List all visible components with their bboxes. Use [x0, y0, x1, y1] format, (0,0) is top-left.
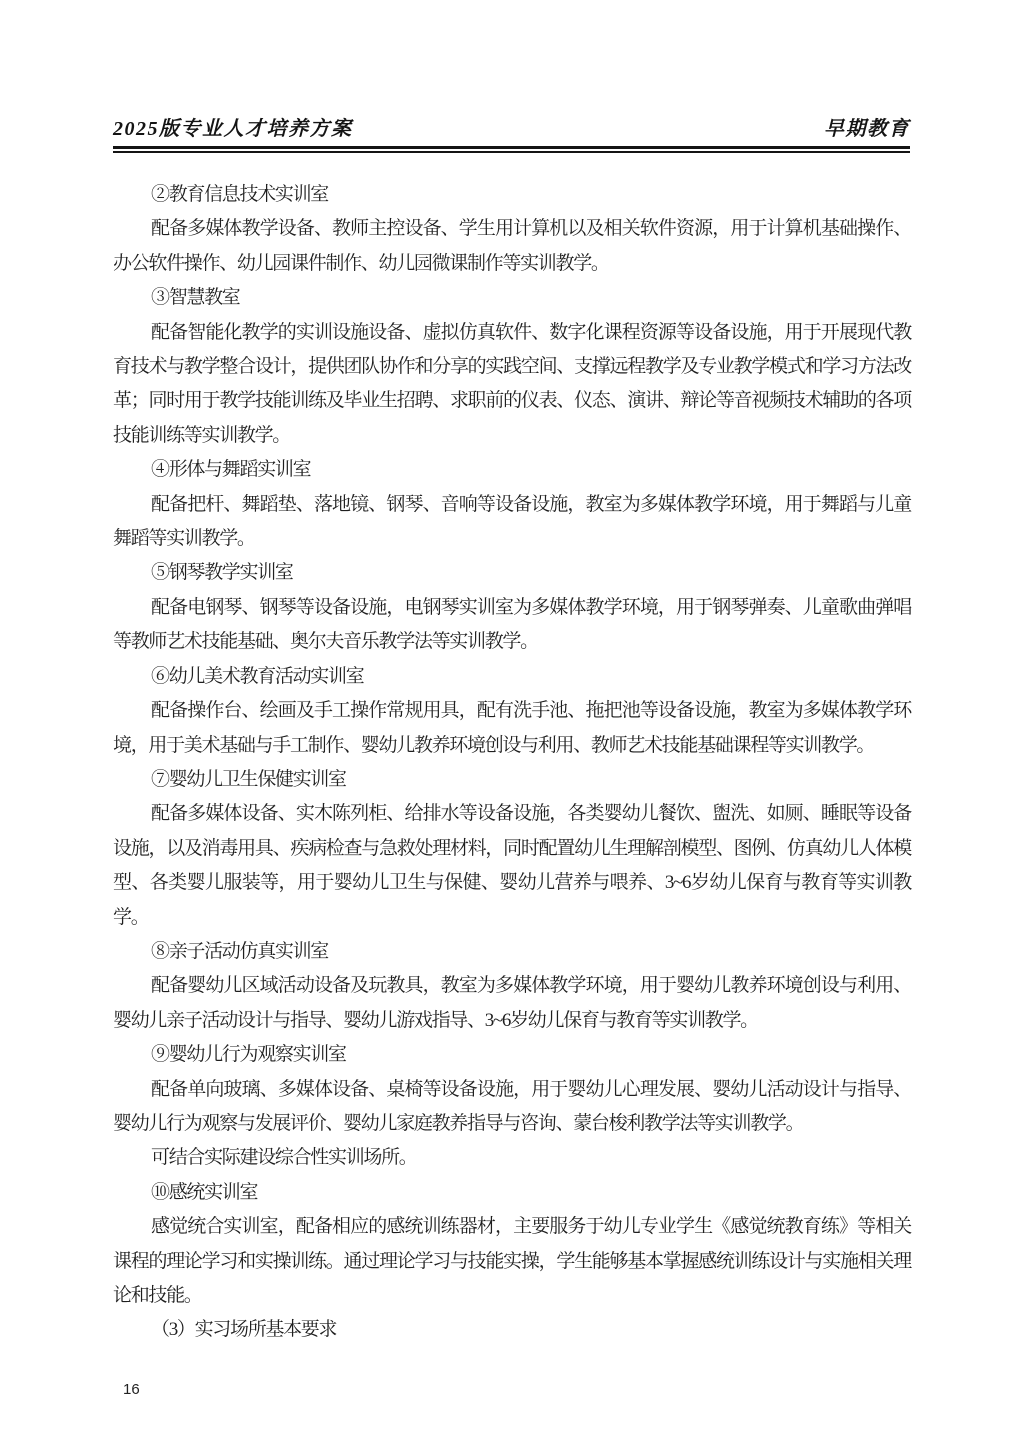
header-right-title: 早期教育 — [824, 118, 910, 140]
paragraph: 配备电钢琴、钢琴等设备设施，电钢琴实训室为多媒体教学环境，用于钢琴弹奏、儿童歌曲弹唱等教师艺术技能基础、奥尔夫音乐教学法等实训教学。 — [113, 596, 911, 653]
section-heading: ⑨婴幼儿行为观察实训室 — [151, 1044, 346, 1066]
paragraph: 配备多媒体教学设备、教师主控设备、学生用计算机以及相关软件资源，用于计算机基础操作、办公软件操作、幼儿园课件制作、幼儿园微课制作等实训教学。 — [113, 218, 911, 274]
section-heading: ②教育信息技术实训室 — [151, 184, 329, 205]
paragraph: 配备多媒体设备、实木陈列柜、给排水等设备设施，各类婴幼儿餐饮、盥洗、如厕、睡眠等设备设施，以及消毒用具、疾病检查与急救处理材料，同时配置幼儿生理解剖模型、图例、仿真幼儿人体模型、各类婴儿服装等，用于婴幼儿卫生与保健、婴幼儿营养与喂养、3~6岁幼儿保育与教育等实训教学。 — [113, 803, 911, 928]
header-rule — [113, 146, 910, 153]
paragraph: 感觉统合实训室，配备相应的感统训练器材，主要服务于幼儿专业学生《感觉统教育练》等相关课程的理论学习和实操训练。通过理论学习与技能实操，学生能够基本掌握感统训练设计与实施相关理论和技能。 — [113, 1216, 911, 1306]
page-number: 16 — [123, 1381, 140, 1398]
section-heading: ⑤钢琴教学实训室 — [151, 562, 293, 584]
paragraph: 配备单向玻璃、多媒体设备、桌椅等设备设施，用于婴幼儿心理发展、婴幼儿活动设计与指导、婴幼儿行为观察与发展评价、婴幼儿家庭教养指导与咨询、蒙台梭利教学法等实训教学。 — [113, 1078, 911, 1134]
document-body — [113, 178, 911, 1348]
paragraph: 配备把杆、舞蹈垫、落地镜、钢琴、音响等设备设施，教室为多媒体教学环境，用于舞蹈与儿童舞蹈等实训教学。 — [113, 493, 911, 550]
section-heading: ⑧亲子活动仿真实训室 — [151, 940, 329, 962]
section-heading: ⑦婴幼儿卫生保健实训室 — [151, 768, 346, 790]
page-footer — [123, 1381, 140, 1398]
paragraph: 配备智能化教学的实训设施设备、虚拟仿真软件、数字化课程资源等设备设施，用于开展现代教育技术与教学整合设计，提供团队协作和分享的实践空间、支撑远程教学及专业教学模式和学习方法改革；同时用于教学技能训练及毕业生招聘、求职前的仪表、仪态、演讲、辩论等音视频技术辅助的各项技能训练等实训教学。 — [113, 321, 911, 446]
paragraph: 可结合实际建设综合性实训场所。 — [151, 1147, 417, 1169]
section-heading: ③智慧教室 — [151, 287, 240, 309]
paragraph: 配备操作台、绘画及手工操作常规用具，配有洗手池、拖把池等设备设施，教室为多媒体教学环境，用于美术基础与手工制作、婴幼儿教养环境创设与利用、教师艺术技能基础课程等实训教学。 — [113, 700, 911, 756]
section-heading: ⑩感统实训室 — [151, 1181, 258, 1203]
section-heading: （3）实习场所基本要求 — [151, 1319, 337, 1341]
section-heading: ⑥幼儿美术教育活动实训室 — [151, 665, 364, 687]
page-header — [113, 112, 910, 141]
section-heading: ④形体与舞蹈实训室 — [151, 459, 311, 481]
header-left-title: 2025版专业人才培养方案 — [113, 118, 353, 140]
paragraph: 配备婴幼儿区域活动设备及玩教具，教室为多媒体教学环境，用于婴幼儿教养环境创设与利用、婴幼儿亲子活动设计与指导、婴幼儿游戏指导、3~6岁幼儿保育与教育等实训教学。 — [113, 975, 911, 1031]
